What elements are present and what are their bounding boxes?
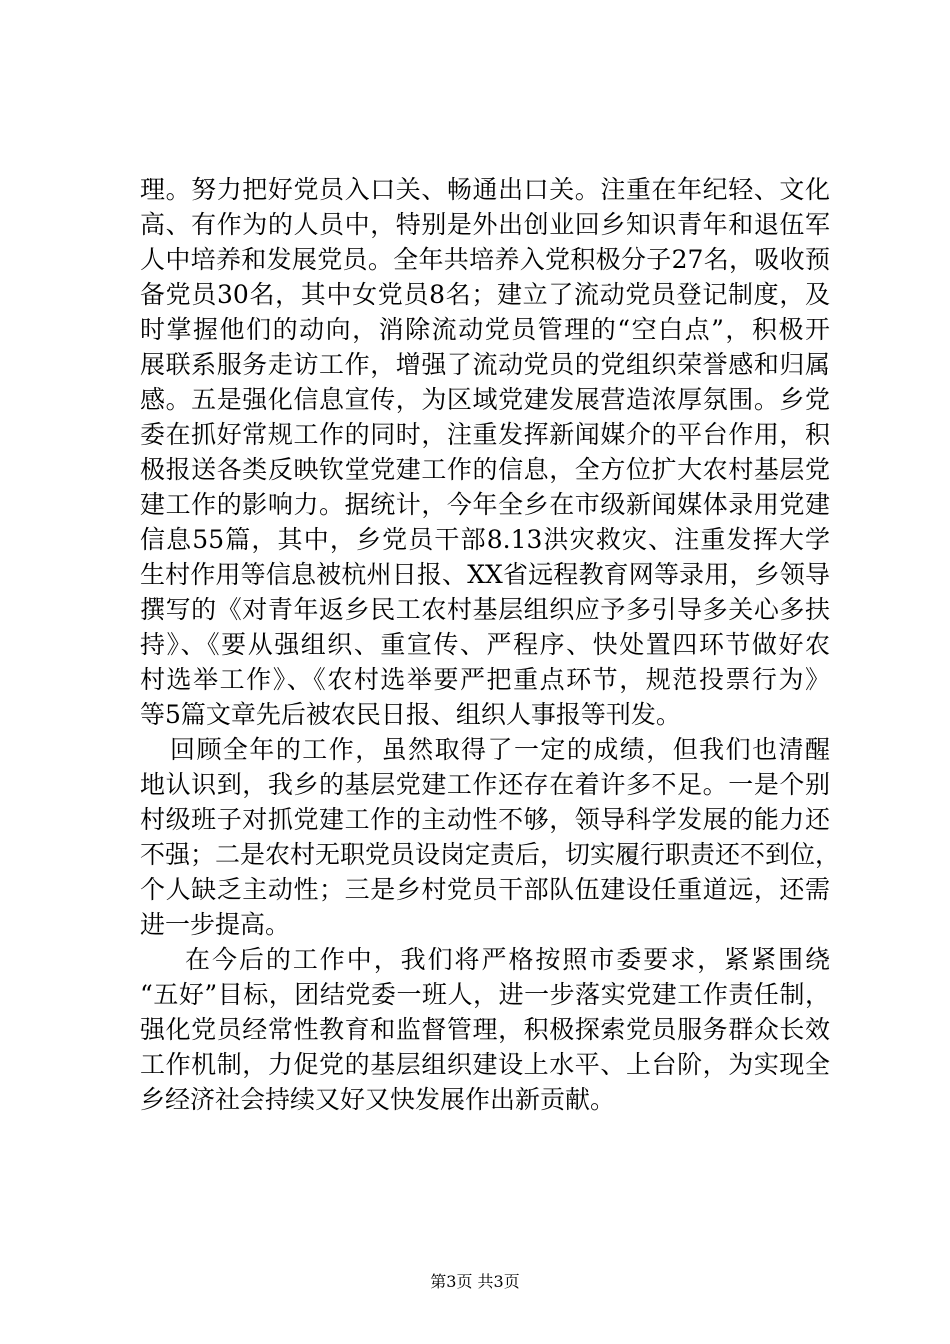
- text-line: 不强；二是农村无职党员设岗定责后，切实履行职责还不到位，: [140, 840, 841, 869]
- body-text: [140, 172, 841, 1117]
- text-line: 村选举工作》、《农村选举要严把重点环节，规范投票行为》: [140, 665, 830, 694]
- page-number: 第3页 共3页: [430, 1272, 520, 1291]
- text-line: 委在抓好常规工作的同时，注重发挥新闻媒介的平台作用，积: [140, 420, 830, 449]
- text-line: 等5篇文章先后被农民日报、组织人事报等刊发。: [140, 700, 681, 729]
- text-line: 极报送各类反映钦堂党建工作的信息，全方位扩大农村基层党: [140, 455, 830, 484]
- text-line: 乡经济社会持续又好又快发展作出新贡献。: [140, 1085, 616, 1114]
- text-line: 持》、《要从强组织、重宣传、严程序、快处置四环节做好农: [140, 630, 830, 659]
- text-line: 个人缺乏主动性；三是乡村党员干部队伍建设任重道远，还需: [140, 875, 830, 904]
- text-line: 地认识到，我乡的基层党建工作还存在着许多不足。一是个别: [140, 770, 830, 799]
- text-line: 高、有作为的人员中，特别是外出创业回乡知识青年和退伍军: [140, 210, 830, 239]
- text-line: 生村作用等信息被杭州日报、XX省远程教育网等录用，乡领导: [140, 560, 830, 589]
- text-line: 理。努力把好党员入口关、畅通出口关。注重在年纪轻、文化: [140, 175, 830, 204]
- paragraph-start: 回顾全年的工作，虽然取得了一定的成绩，但我们也清醒: [170, 735, 830, 764]
- text-line: 展联系服务走访工作，增强了流动党员的党组织荣誉感和归属: [140, 350, 830, 379]
- text-line: 时掌握他们的动向，消除流动党员管理的“空白点”，积极开: [140, 315, 830, 344]
- text-line: 撰写的《对青年返乡民工农村基层组织应予多引导多关心多扶: [140, 595, 830, 624]
- text-line: 强化党员经常性教育和监督管理，积极探索党员服务群众长效: [140, 1015, 830, 1044]
- text-line: 备党员30名，其中女党员8名；建立了流动党员登记制度，及: [140, 280, 830, 309]
- text-line: 人中培养和发展党员。全年共培养入党积极分子27名，吸收预: [140, 245, 830, 274]
- paragraph-start: 在今后的工作中，我们将严格按照市委要求，紧紧围绕: [185, 945, 830, 974]
- text-line: 信息55篇，其中，乡党员干部8.13洪灾救灾、注重发挥大学: [140, 525, 830, 554]
- text-line: 村级班子对抓党建工作的主动性不够，领导科学发展的能力还: [140, 805, 830, 834]
- text-line: “五好”目标，团结党委一班人，进一步落实党建工作责任制，: [140, 980, 830, 1009]
- text-line: 工作机制，力促党的基层组织建设上水平、上台阶，为实现全: [140, 1050, 830, 1079]
- text-line: 建工作的影响力。据统计，今年全乡在市级新闻媒体录用党建: [140, 490, 830, 519]
- text-line: 感。五是强化信息宣传，为区域党建发展营造浓厚氛围。乡党: [140, 385, 830, 414]
- text-line: 进一步提高。: [140, 910, 291, 939]
